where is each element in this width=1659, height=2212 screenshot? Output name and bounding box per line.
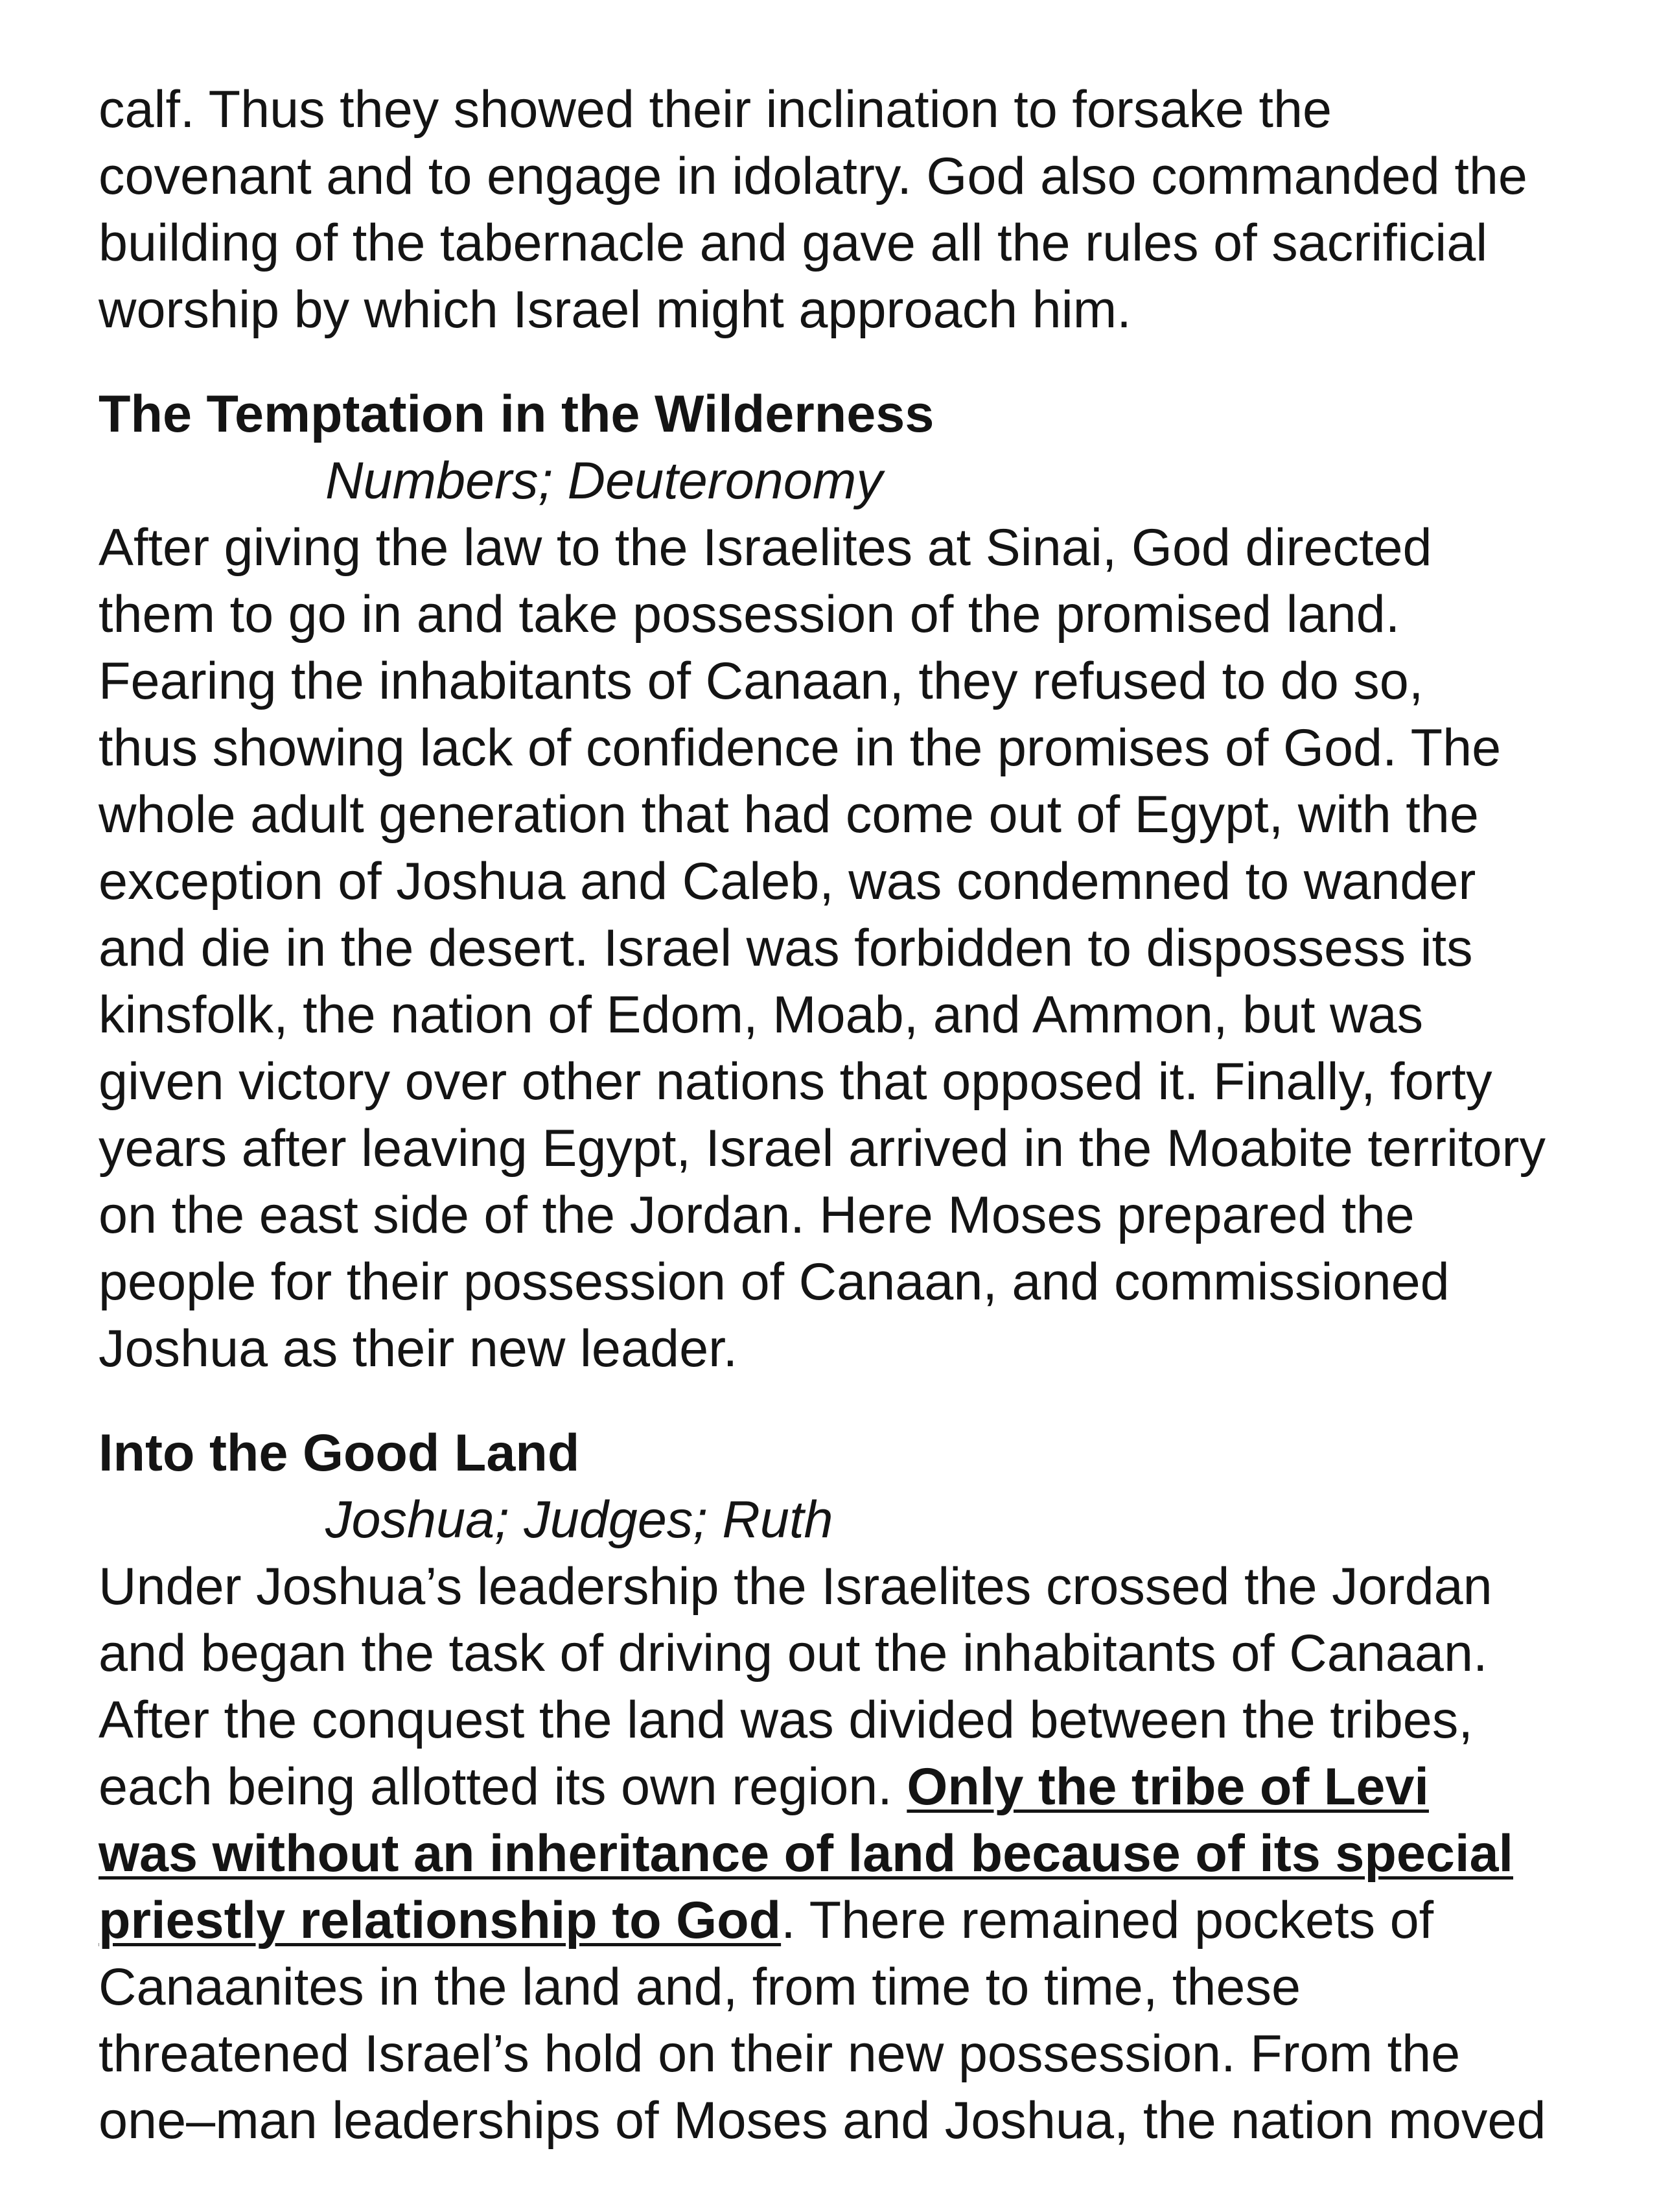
text-line: covenant and to engage in idolatry. God also commanded the (99, 147, 1527, 205)
text-line: and began the task of driving out the inhabitants of Canaan. (99, 1624, 1488, 1682)
scripture-reference: Joshua; Judges; Ruth (325, 1491, 833, 1549)
section-heading: Into the Good Land (99, 1424, 580, 1482)
text-line: people for their possession of Canaan, and commissioned (99, 1253, 1450, 1311)
scripture-reference: Numbers; Deuteronomy (325, 452, 883, 510)
emphasized-text: Only the tribe of Levi (907, 1758, 1429, 1816)
text-line: After giving the law to the Israelites at Sinai, God directed (99, 518, 1432, 577)
text-line: building of the tabernacle and gave all the rules of sacrificial (99, 214, 1488, 272)
text-line: kinsfolk, the nation of Edom, Moab, and Ammon, but was (99, 986, 1424, 1044)
document-page (99, 76, 1641, 2154)
text-line: them to go in and take possession of the promised land. (99, 585, 1400, 644)
section-temptation (99, 381, 1641, 1382)
text-line: Joshua as their new leader. (99, 1320, 738, 1378)
plain-text: . There remained pockets of (781, 1891, 1434, 1950)
text-line: Canaanites in the land and, from time to time, these (99, 1958, 1301, 2016)
text-line: After the conquest the land was divided between the tribes, (99, 1691, 1473, 1749)
text-line-mixed (99, 1821, 1641, 1887)
text-line: Fearing the inhabitants of Canaan, they refused to do so, (99, 652, 1424, 710)
text-line-mixed (99, 1754, 1641, 1821)
text-line: given victory over other nations that opposed it. Finally, forty (99, 1053, 1492, 1111)
section-good-land (99, 1420, 1641, 2154)
text-line: exception of Joshua and Caleb, was condemned to wander (99, 852, 1476, 911)
section-heading: The Temptation in the Wilderness (99, 385, 934, 443)
section-paragraph (99, 515, 1641, 1382)
text-line: years after leaving Egypt, Israel arrived in the Moabite territory (99, 1119, 1546, 1178)
section-paragraph (99, 1554, 1641, 2154)
plain-text: each being allotted its own region. (99, 1758, 907, 1816)
text-line: calf. Thus they showed their inclination to forsake the (99, 80, 1332, 139)
emphasized-text: was without an inheritance of land because of its special (99, 1824, 1514, 1883)
text-line-mixed (99, 1887, 1641, 1954)
text-line: worship by which Israel might approach him. (99, 281, 1131, 339)
emphasized-text: priestly relationship to God (99, 1891, 782, 1950)
text-line: on the east side of the Jordan. Here Moses prepared the (99, 1186, 1415, 1244)
text-line: threatened Israel’s hold on their new possession. From the (99, 2025, 1461, 2083)
text-line: Under Joshua’s leadership the Israelites crossed the Jordan (99, 1557, 1492, 1616)
text-line: one–man leaderships of Moses and Joshua, the nation moved (99, 2091, 1546, 2150)
text-line: thus showing lack of confidence in the promises of God. The (99, 719, 1502, 777)
text-line: whole adult generation that had come out of Egypt, with the (99, 786, 1479, 844)
text-line: and die in the desert. Israel was forbidden to dispossess its (99, 919, 1473, 977)
intro-paragraph (99, 76, 1641, 343)
